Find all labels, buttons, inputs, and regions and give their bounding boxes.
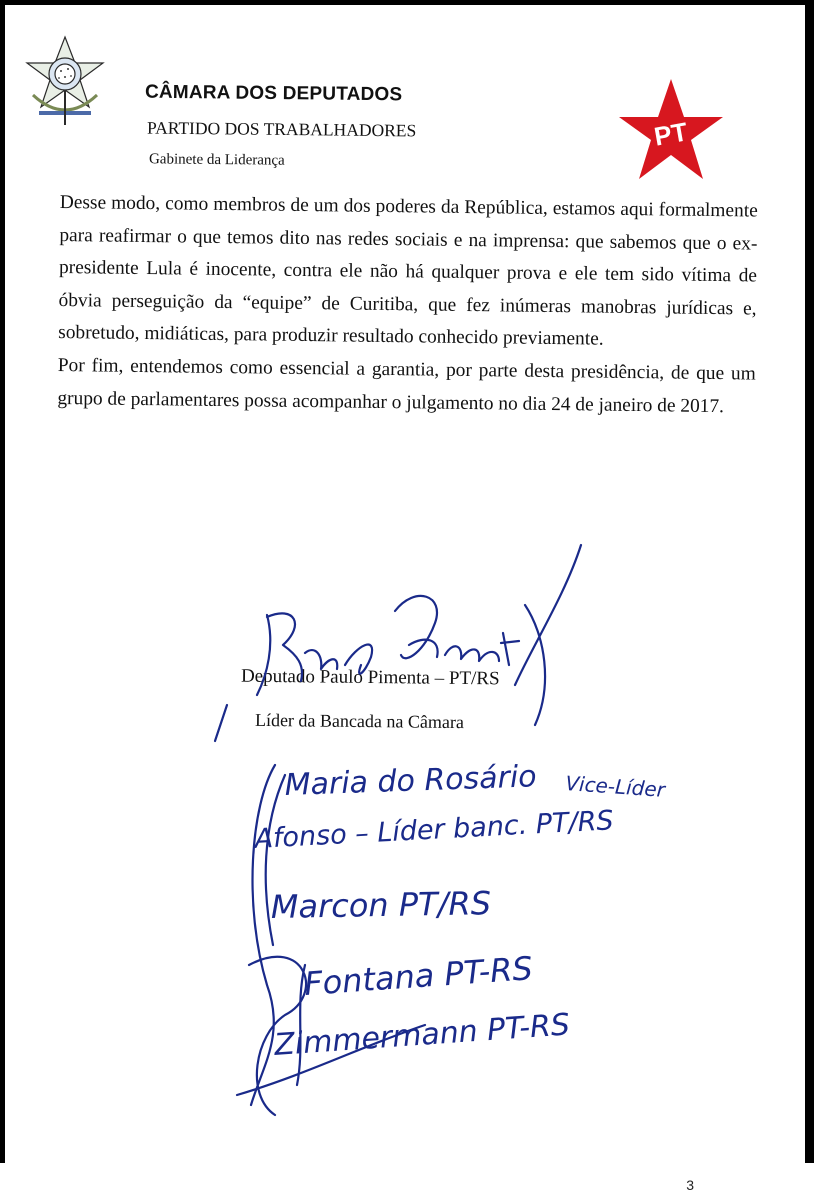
signature-stroke [249, 765, 306, 1115]
office-name: Gabinete da Liderança [148, 151, 285, 169]
page-footer [0, 1163, 814, 1200]
brazil-coat-of-arms-icon [23, 33, 107, 131]
paragraph: Por fim, entendemos como essencial a garantia, por parte desta presidência, de que um grupo de parlamentares possa acompanhar o julgamento no dia 24 de janeiro de 2017. [57, 354, 756, 417]
pt-star-logo [617, 77, 725, 185]
handwritten-line: Afonso – Líder banc. PT/RS [253, 805, 615, 855]
handwritten-line: Fontana PT-RS [302, 949, 534, 1003]
handwritten-note: Vice-Líder [564, 771, 666, 802]
paragraph: Desse modo, como membros de um dos poderes da República, estamos aqui formalmente para reafirmar o que temos dito nas redes sociais e na imprensa: que sabemos que o ex-presidente Lula é inocente, contra ele não há qualquer prova e ele tem sido vítima de óbvia perseguição da “equipe” de Curitiba, que fez inúmeras manobras jurídicas e, sobretudo, midiáticas, para produzir resultado conhecido previamente. [58, 191, 758, 351]
signer-name: Deputado Paulo Pimenta – PT/RS [240, 665, 500, 690]
letter-body [57, 187, 758, 424]
signature-stroke [237, 965, 425, 1095]
signer-role: Líder da Bancada na Câmara [254, 709, 464, 733]
pt-logo-text: PT [651, 116, 690, 152]
handwritten-line: Maria do Rosário [284, 759, 538, 803]
page-number: 3 [686, 1177, 694, 1193]
signature-stroke [215, 705, 227, 741]
handwritten-line: Marcon PT/RS [270, 884, 492, 926]
document-page [5, 5, 805, 1163]
signature-stroke [395, 596, 519, 665]
institution-title: CÂMARA DOS DEPUTADOS [144, 81, 403, 106]
handwritten-line: Zimmermann PT-RS [273, 1007, 571, 1063]
signature-stroke [515, 545, 581, 725]
party-name: PARTIDO DOS TRABALHADORES [146, 117, 417, 141]
